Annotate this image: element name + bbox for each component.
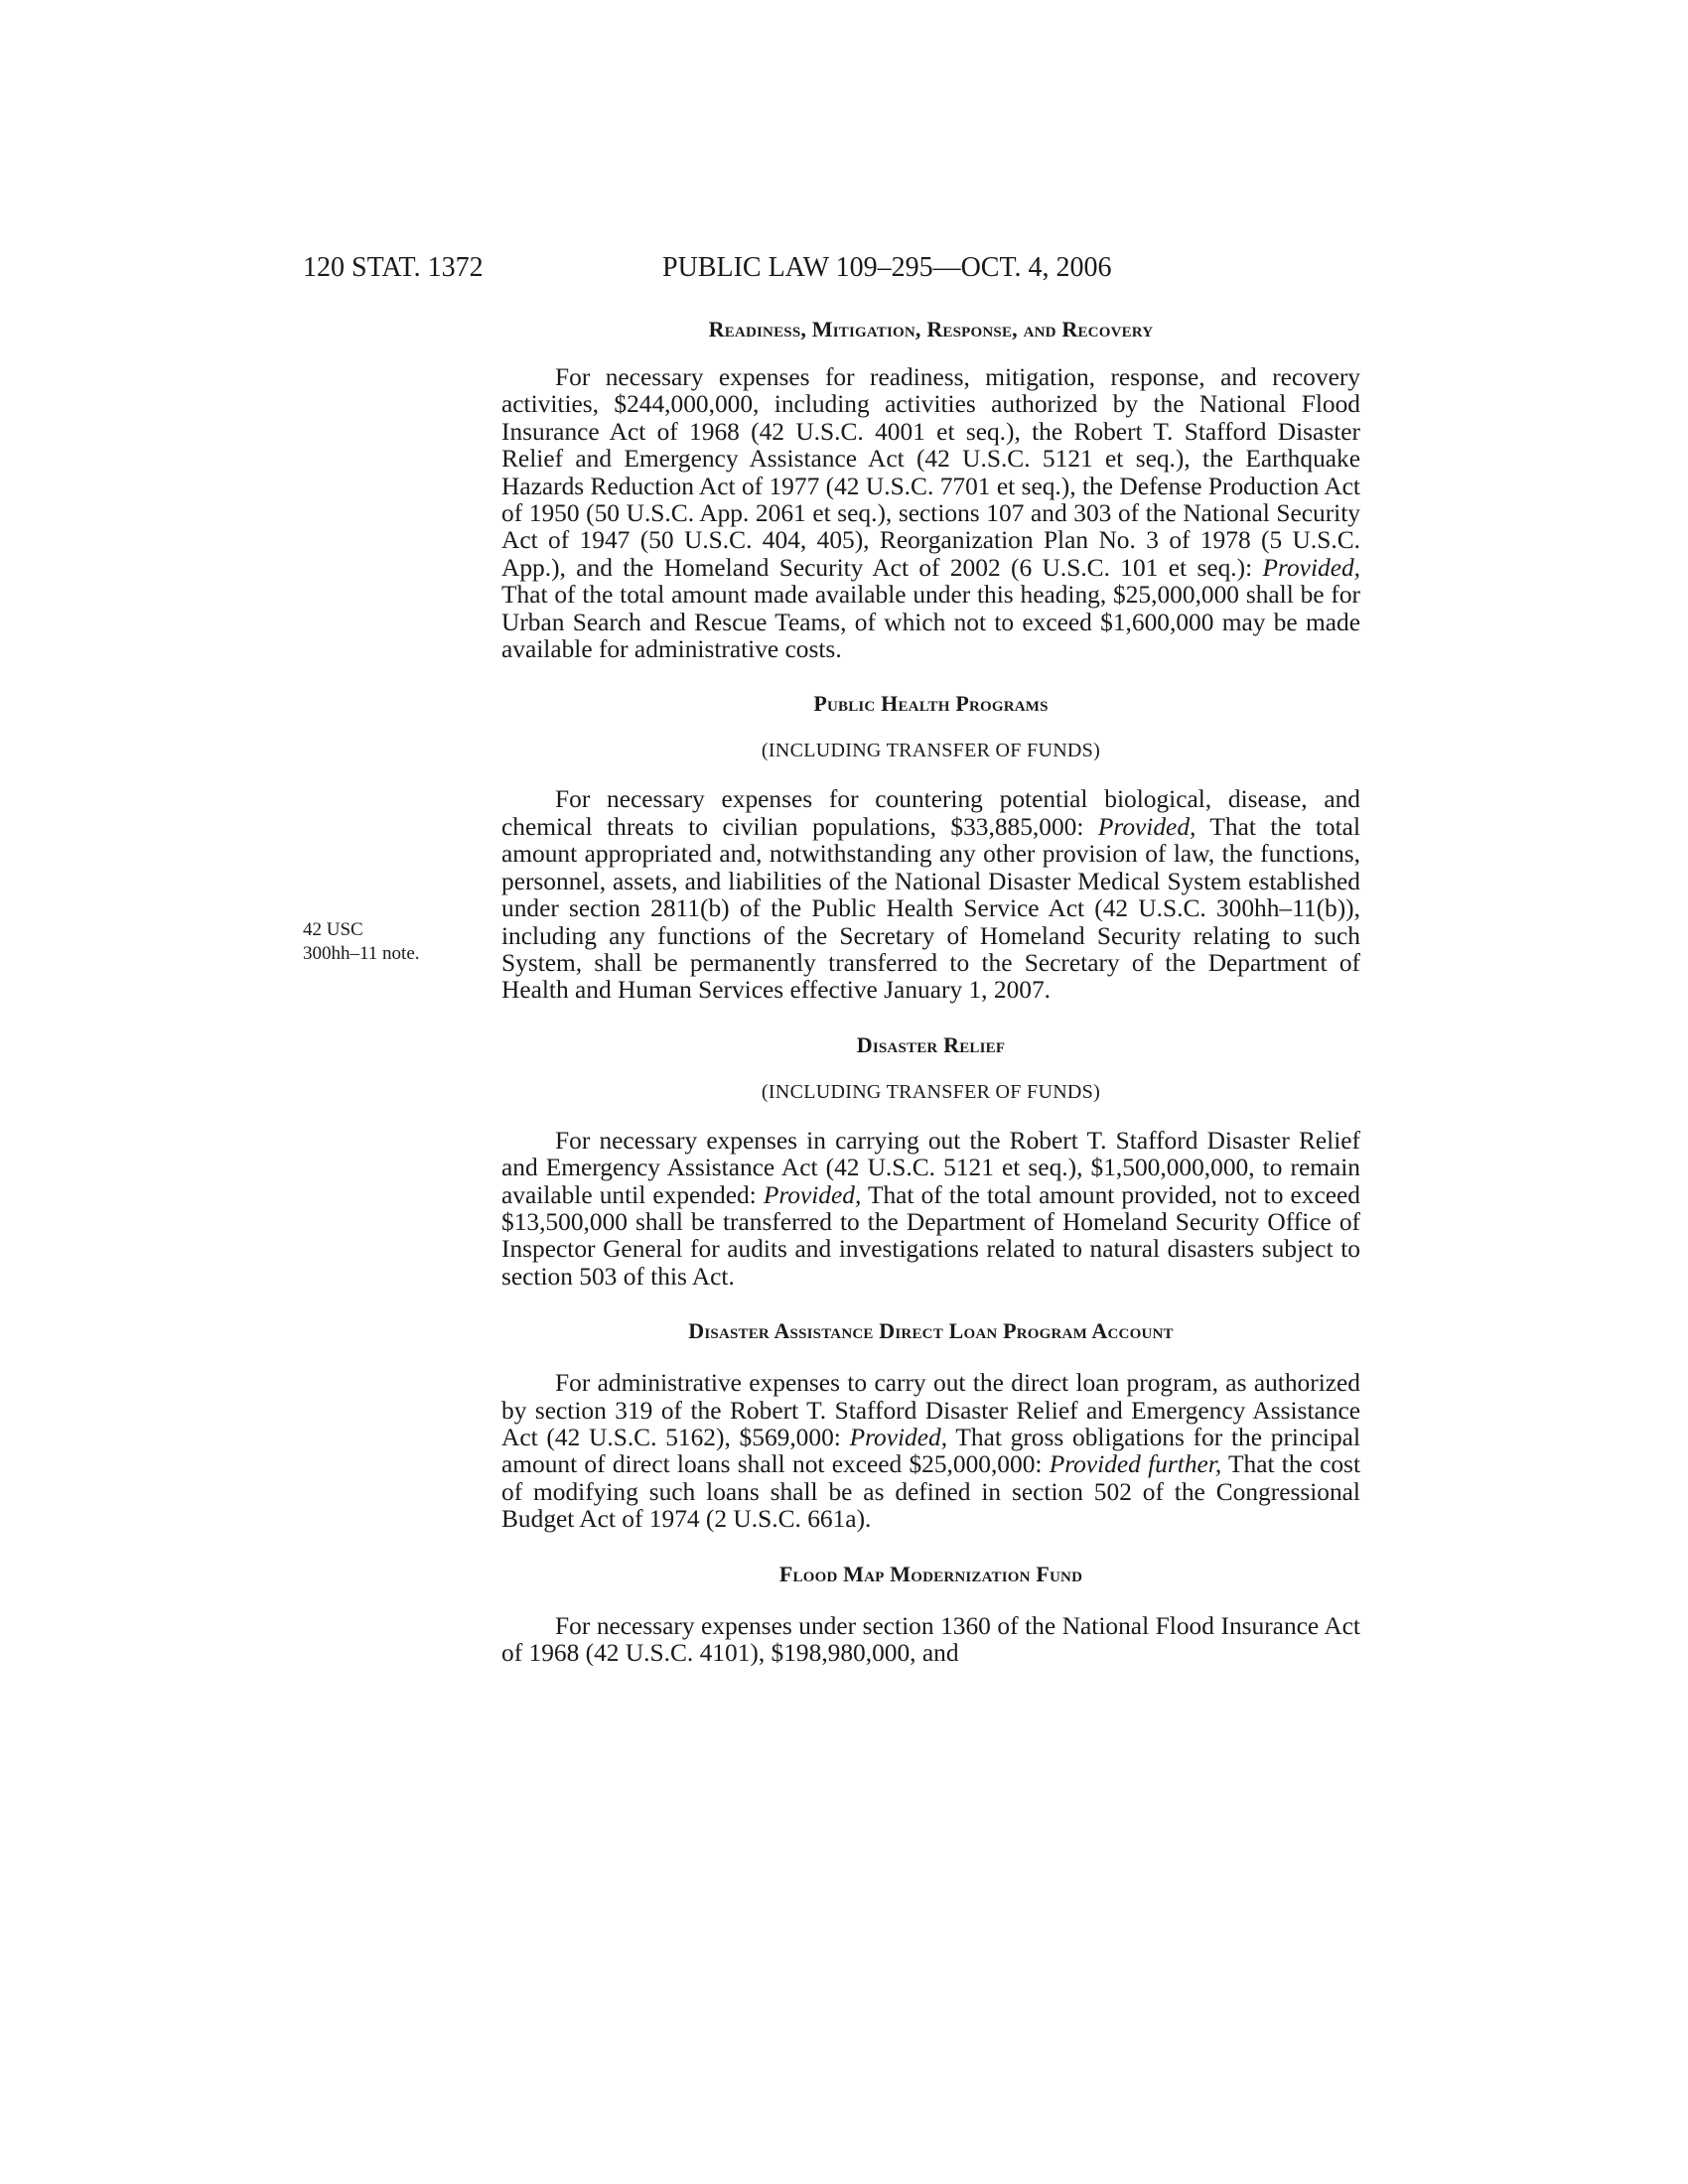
section-heading: Disaster Relief: [856, 1031, 1006, 1057]
section-readiness: [501, 315, 1360, 663]
section-disaster-relief: [501, 1030, 1360, 1291]
section-paragraph: For necessary expenses for countering potential biological, disease, and chemical threats to civilian populations, $33,885,000: Provided, That the total amount appropriated and, notwithstanding any other provision of law, the functions, personnel, assets, and liabilities of the National Disaster Medical System established under section 2811(b) of the Public Health Service Act (42 U.S.C. 300hh–11(b)), including any functions of the Secretary of Homeland Security relating to such System, shall be permanently transferred to the Secretary of the Department of Health and Human Services effective January 1, 2007.: [501, 785, 1361, 1005]
section-public-health: [501, 689, 1360, 1004]
section-subheading: (INCLUDING TRANSFER OF FUNDS): [761, 740, 1101, 762]
section-heading: Public Health Programs: [813, 691, 1049, 717]
margin-note: [303, 918, 472, 966]
section-paragraph: For administrative expenses to carry out the direct loan program, as authorized by section 319 of the Robert T. Stafford Disaster Relief and Emergency Assistance Act (42 U.S.C. 5162), $569,000: Provided, That gross obligations for the principal amount of direct loans shall not exceed $25,000,000: Provided further, That the cost of modifying such loans shall be as defined in section 502 of the Congressional Budget Act of 1974 (2 U.S.C. 661a).: [501, 1369, 1361, 1534]
statute-page-citation: 120 STAT. 1372: [303, 252, 484, 283]
section-paragraph: For necessary expenses for readiness, mitigation, response, and recovery activities, $244,000,000, including activities authorized by the National Flood Insurance Act of 1968 (42 U.S.C. 4001 et seq.), the Robert T. Stafford Disaster Relief and Emergency Assistance Act (42 U.S.C. 5121 et seq.), the Earthquake Hazards Reduction Act of 1977 (42 U.S.C. 7701 et seq.), the Defense Production Act of 1950 (50 U.S.C. App. 2061 et seq.), sections 107 and 303 of the National Security Act of 1947 (50 U.S.C. 404, 405), Reorganization Plan No. 3 of 1978 (5 U.S.C. App.), and the Homeland Security Act of 2002 (6 U.S.C. 101 et seq.): Provided, That of the total amount made available under this heading, $25,000,000 shall be for Urban Search and Rescue Teams, of which not to exceed $1,600,000 may be made available for administrative costs.: [501, 363, 1361, 664]
section-paragraph: For necessary expenses in carrying out the Robert T. Stafford Disaster Relief and Emergency Assistance Act (42 U.S.C. 5121 et seq.), $1,500,000,000, to remain available until expended: Provided, That of the total amount provided, not to exceed $13,500,000 shall be transferred to the Department of Homeland Security Office of Inspector General for audits and investigations related to natural disasters subject to section 503 of this Act.: [501, 1126, 1360, 1291]
section-heading: Disaster Assistance Direct Loan Program Account: [688, 1318, 1174, 1344]
body-column: [501, 315, 1360, 1667]
section-paragraph: For necessary expenses under section 1360 of the National Flood Insurance Act of 1968 (42 U.S.C. 4101), $198,980,000, and: [501, 1611, 1360, 1667]
section-flood-map: [501, 1560, 1360, 1668]
running-head: [303, 248, 1360, 288]
margin-note-line-1: 42 USC: [303, 919, 363, 940]
public-law-citation: PUBLIC LAW 109–295—OCT. 4, 2006: [662, 252, 1112, 283]
section-heading: Readiness, Mitigation, Response, and Recovery: [708, 317, 1154, 341]
section-heading: Flood Map Modernization Fund: [778, 1561, 1083, 1586]
section-direct-loan: [501, 1316, 1360, 1533]
section-subheading: (INCLUDING TRANSFER OF FUNDS): [761, 1080, 1101, 1103]
margin-note-line-2: 300hh–11 note.: [303, 943, 420, 964]
